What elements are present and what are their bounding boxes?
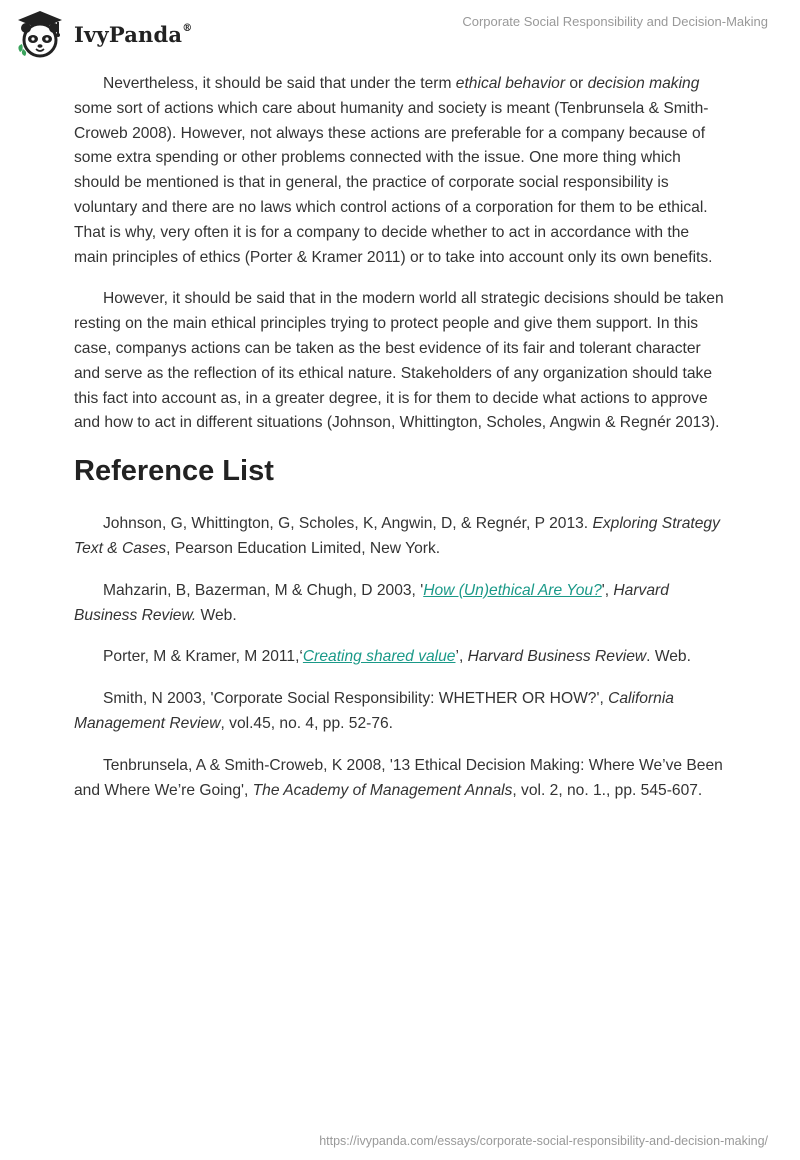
- essay-content: [74, 72, 726, 820]
- page-header: [0, 0, 800, 70]
- ivypanda-logo[interactable]: [14, 8, 209, 60]
- body-paragraph: Nevertheless, it should be said that under the term ethical behavior or decision making some sort of actions which care about humanity and society is meant (Tenbrunsela & Smith-Croweb 2008). However, not always these actions are preferable for a company because of some extra spending or other problems connected with the issue. One more thing which should be mentioned is that in general, the practice of corporate social responsibility is voluntary and there are no laws which control actions of a corporation for them to be ethical. That is why, very often it is for a company to decide whether to act in accordance with the main principles of ethics (Porter & Kramer 2011) or to take into account only its own benefits.: [74, 75, 713, 266]
- footer-url[interactable]: https://ivypanda.com/essays/corporate-social-responsibility-and-decision-making/: [319, 1134, 768, 1148]
- reference-item: Porter, M & Kramer, M 2011,‘Creating shared value’, Harvard Business Review. Web.: [103, 648, 691, 666]
- logo-wordmark: IvyPanda®: [74, 21, 193, 47]
- reference-item: Mahzarin, B, Bazerman, M & Chugh, D 2003, 'How (Un)ethical Are You?', Harvard Business Review. Web.: [74, 581, 669, 624]
- page-title: Corporate Social Responsibility and Decision-Making: [462, 14, 768, 29]
- reference-list-heading: Reference List: [74, 455, 274, 488]
- body-paragraph: However, it should be said that in the modern world all strategic decisions should be taken resting on the main ethical principles trying to protect people and give them support. In this case, companys actions can be taken as the best evidence of its fair and tolerant character and serve as the reflection of its ethical nature. Stakeholders of any organization should take this fact into account as, in a greater degree, it is for them to decide what actions to approve and how to act in different situations (Johnson, Whittington, Scholes, Angwin & Regnér 2013).: [74, 290, 724, 432]
- reference-item: Tenbrunsela, A & Smith-Croweb, K 2008, '13 Ethical Decision Making: Where We’ve Been and Where We’re Going', The Academy of Management Annals, vol. 2, no. 1., pp. 545-607.: [74, 756, 723, 799]
- panda-graduate-icon: [14, 8, 66, 60]
- reference-item: Johnson, G, Whittington, G, Scholes, K, Angwin, D, & Regnér, P 2013. Exploring Strategy Text & Cases, Pearson Education Limited, New York.: [74, 515, 720, 557]
- reference-link-unethical[interactable]: How (Un)ethical Are You?: [423, 581, 602, 599]
- reference-item: Smith, N 2003, 'Corporate Social Responsibility: WHETHER OR HOW?', California Management Review, vol.45, no. 4, pp. 52-76.: [74, 690, 674, 732]
- reference-link-shared-value[interactable]: Creating shared value: [302, 648, 456, 666]
